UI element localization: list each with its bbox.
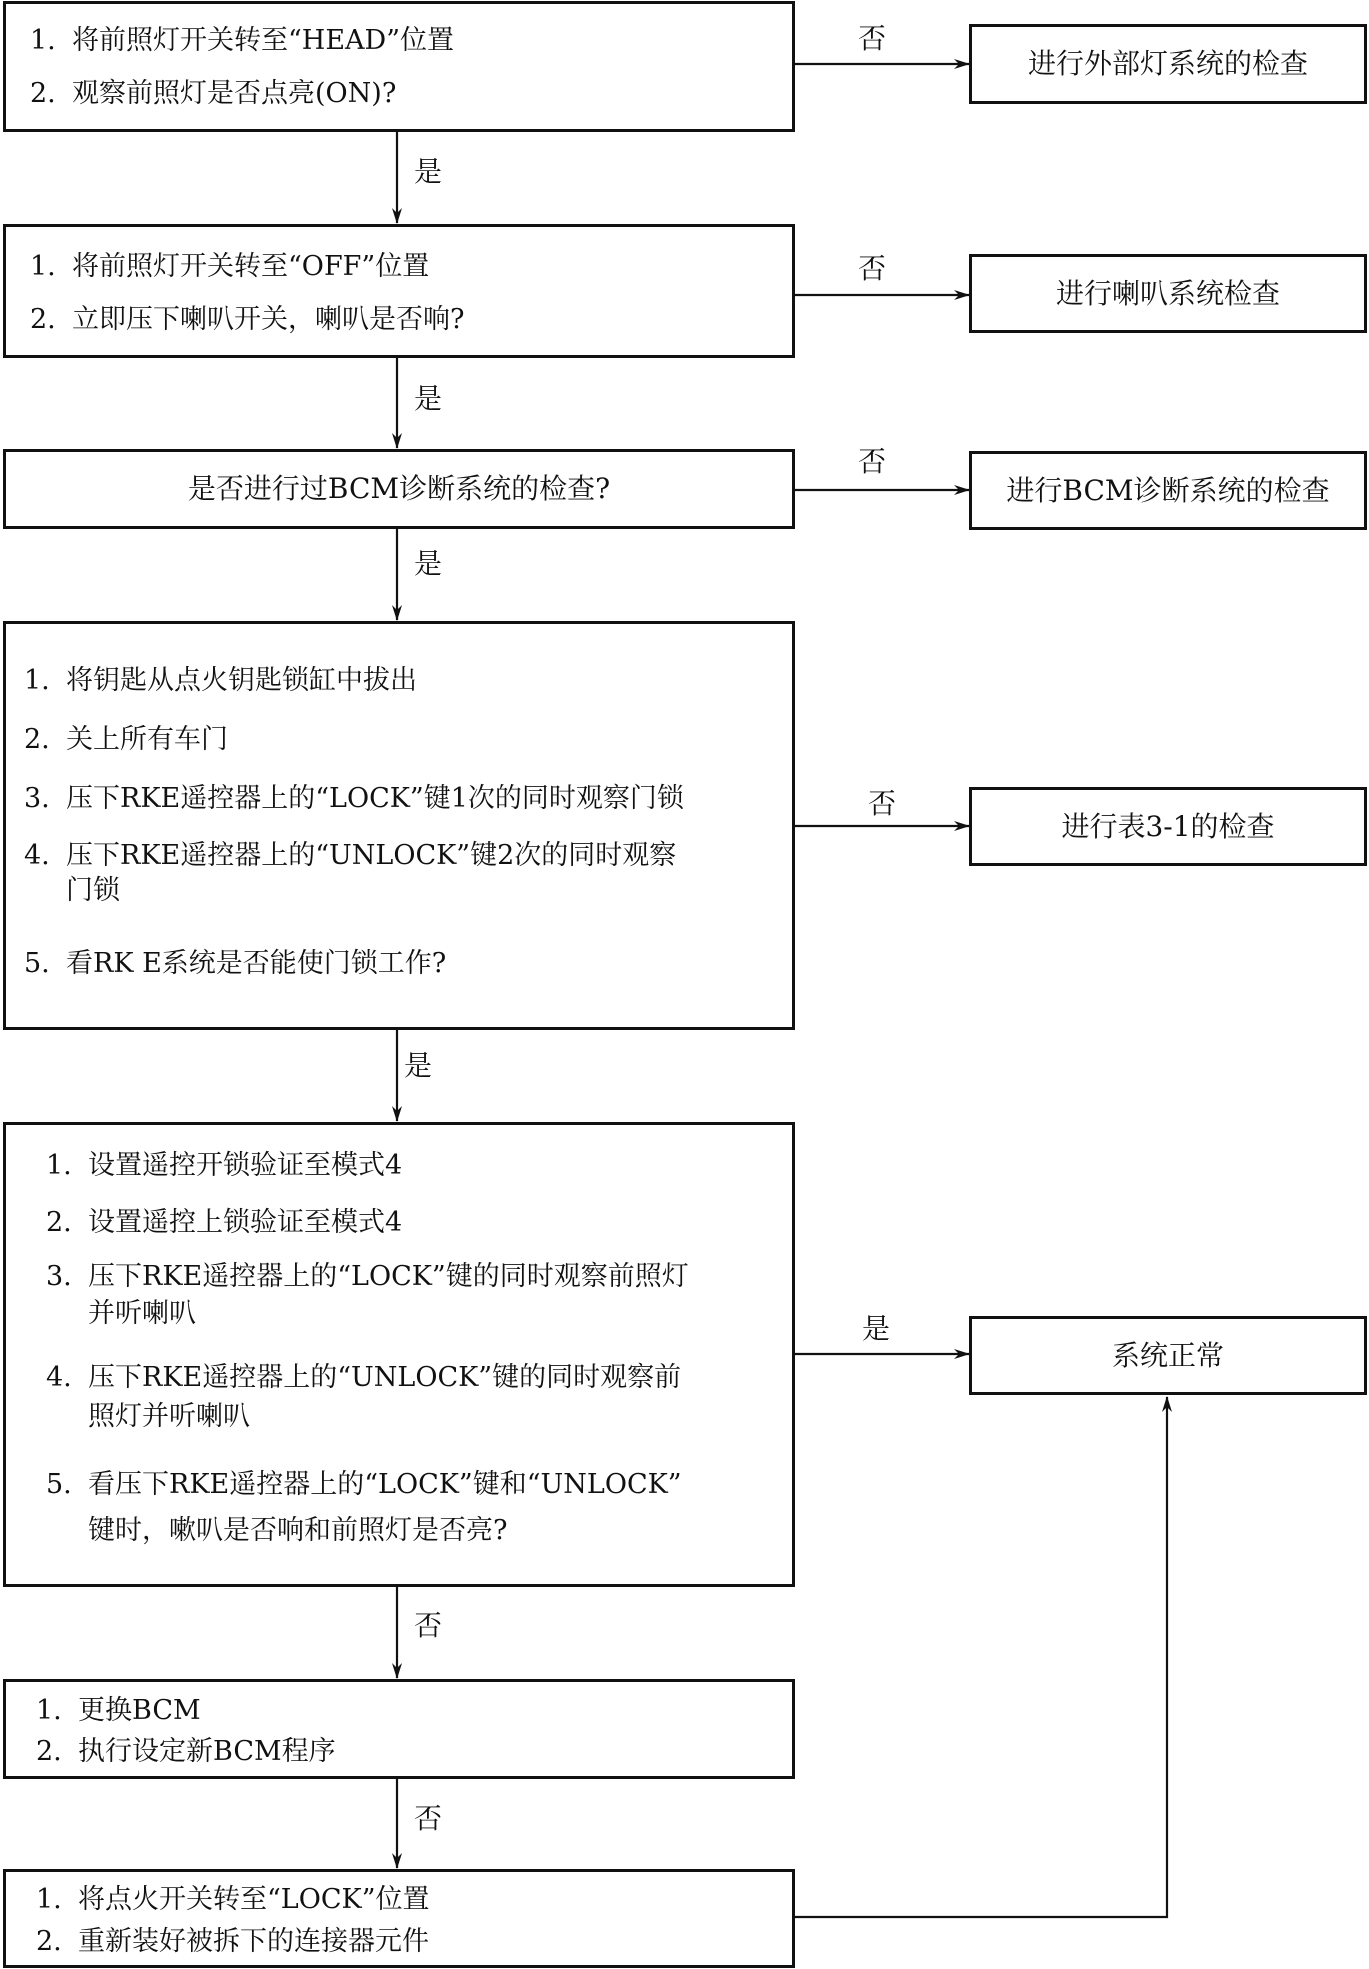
step-2-line-2: 立即压下喇叭开关，喇叭是否响?: [72, 304, 465, 335]
step-number: 5.: [46, 1469, 72, 1500]
outcome-horn-text: 进行喇叭系统检查: [1055, 277, 1280, 310]
label-yes-4: 是: [404, 1049, 433, 1082]
label-no-5: 否: [414, 1609, 443, 1642]
step-4-line-1: 将钥匙从点火钥匙锁缸中拔出: [66, 665, 417, 696]
step-5-line-3-cont: 并听喇叭: [88, 1298, 196, 1329]
step-number: 2.: [36, 1736, 62, 1767]
step-2-box: [3, 224, 795, 358]
outcome-system-normal-text: 系统正常: [1111, 1339, 1224, 1372]
outcome-table-3-1: [969, 787, 1367, 866]
step-number: 3.: [46, 1261, 72, 1292]
step-number: 3.: [24, 783, 50, 814]
step-3-question: 是否进行过BCM诊断系统的检查?: [187, 472, 611, 505]
step-6-box: [3, 1679, 795, 1779]
label-no-2: 否: [858, 252, 887, 285]
step-number: 1.: [30, 251, 56, 282]
step-4-box: [3, 621, 795, 1030]
step-number: 1.: [36, 1695, 62, 1726]
step-5-box: [3, 1122, 795, 1587]
label-no-6: 否: [414, 1802, 443, 1835]
outcome-table-3-1-text: 进行表3-1的检查: [1061, 810, 1275, 843]
outcome-system-normal: [969, 1316, 1367, 1395]
outcome-bcm-diagnosis: [969, 451, 1367, 530]
step-6-line-2: 执行设定新BCM程序: [78, 1736, 336, 1767]
step-number: 4.: [24, 840, 50, 871]
step-number: 2.: [30, 304, 56, 335]
label-no-4: 否: [868, 787, 897, 820]
outcome-horn: [969, 254, 1367, 333]
label-no-3: 否: [858, 445, 887, 478]
step-4-line-2: 关上所有车门: [66, 724, 228, 755]
step-3-box: [3, 449, 795, 529]
label-yes-1: 是: [414, 155, 443, 188]
step-6-line-1: 更换BCM: [78, 1695, 201, 1726]
step-number: 4.: [46, 1362, 72, 1393]
step-5-line-3: 压下RKE遥控器上的“LOCK”键的同时观察前照灯: [88, 1261, 689, 1292]
step-5-line-4-cont: 照灯并听喇叭: [88, 1401, 250, 1432]
step-5-line-2: 设置遥控上锁验证至模式4: [88, 1207, 403, 1238]
step-2-line-1: 将前照灯开关转至“OFF”位置: [72, 251, 430, 282]
step-7-line-1: 将点火开关转至“LOCK”位置: [78, 1884, 430, 1915]
step-4-line-4-cont: 门锁: [66, 875, 120, 906]
step-4-line-3: 压下RKE遥控器上的“LOCK”键1次的同时观察门锁: [66, 783, 684, 814]
label-no-1: 否: [858, 22, 887, 55]
step-number: 1.: [24, 665, 50, 696]
step-number: 1.: [30, 25, 56, 56]
step-7-line-2: 重新装好被拆下的连接器元件: [78, 1926, 429, 1957]
step-4-line-5: 看RK E系统是否能使门锁工作?: [66, 948, 447, 979]
step-number: 1.: [36, 1884, 62, 1915]
outcome-exterior-lights: [969, 24, 1367, 104]
step-5-line-5: 看压下RKE遥控器上的“LOCK”键和“UNLOCK”: [88, 1469, 682, 1500]
step-number: 1.: [46, 1150, 72, 1181]
label-yes-2: 是: [414, 382, 443, 415]
step-1-line-2: 观察前照灯是否点亮(ON)?: [72, 78, 397, 109]
step-number: 2.: [46, 1207, 72, 1238]
step-1-line-1: 将前照灯开关转至“HEAD”位置: [72, 25, 455, 56]
step-number: 2.: [24, 724, 50, 755]
step-1-box: [3, 1, 795, 132]
outcome-exterior-lights-text: 进行外部灯系统的检查: [1027, 47, 1308, 80]
step-number: 2.: [36, 1926, 62, 1957]
step-number: 2.: [30, 78, 56, 109]
step-5-line-5-cont: 键时，嗽叭是否响和前照灯是否亮?: [88, 1515, 508, 1546]
step-5-line-4: 压下RKE遥控器上的“UNLOCK”键的同时观察前: [88, 1362, 682, 1393]
step-7-box: [3, 1869, 795, 1968]
label-yes-5: 是: [862, 1312, 891, 1345]
step-number: 5.: [24, 948, 50, 979]
step-4-line-4: 压下RKE遥控器上的“UNLOCK”键2次的同时观察: [66, 840, 677, 871]
outcome-bcm-diagnosis-text: 进行BCM诊断系统的检查: [1006, 474, 1330, 507]
arrow-step7-to-normal: [793, 1397, 1167, 1917]
label-yes-3: 是: [414, 547, 443, 580]
step-5-line-1: 设置遥控开锁验证至模式4: [88, 1150, 403, 1181]
